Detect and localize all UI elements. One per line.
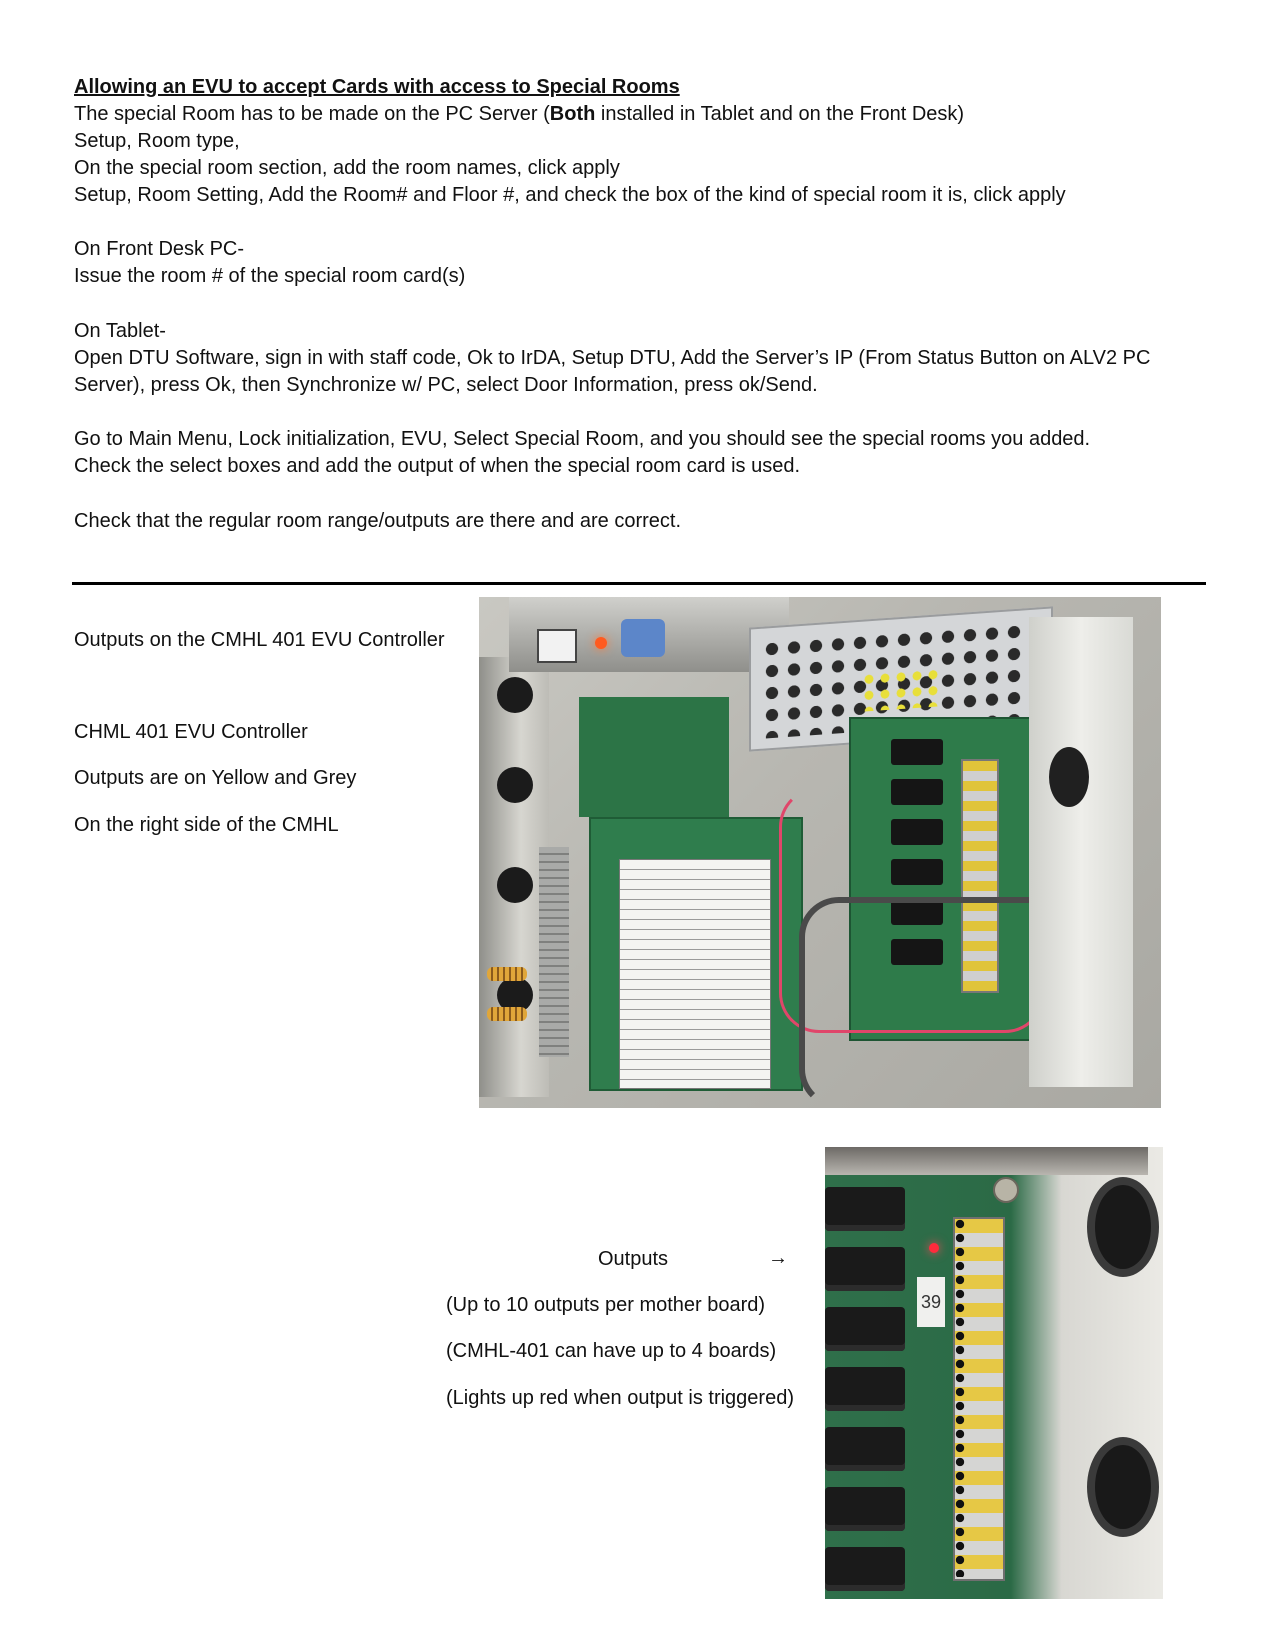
enclosure-door — [1029, 617, 1133, 1087]
relay — [825, 1427, 905, 1471]
paragraph-main-menu: Go to Main Menu, Lock initialization, EVU, Select Special Room, and you should see the special rooms you added. — [74, 428, 1091, 450]
paragraph-special-room-section: On the special room section, add the room names, click apply — [74, 157, 620, 179]
capacitors — [861, 666, 941, 712]
outputs-note-red-light: (Lights up red when output is triggered) — [446, 1387, 794, 1409]
relay — [825, 1367, 905, 1411]
outputs-note-board-count: (CMHL-401 can have up to 4 boards) — [446, 1340, 777, 1362]
paragraph-dtu-setup: Open DTU Software, sign in with staff code, Ok to IrDA, Setup DTU, Add the Server’s IP (From Status Button on ALV2 PC — [74, 347, 1151, 369]
gray-terminal-block — [539, 847, 569, 1057]
paragraph-select-boxes: Check the select boxes and add the output of when the special room card is used. — [74, 455, 800, 477]
grommet-hole — [497, 867, 533, 903]
paragraph-pc-server-part2: installed in Tablet and on the Front Desk) — [595, 103, 965, 125]
power-switch — [537, 629, 577, 663]
relay — [825, 1187, 905, 1231]
paragraph-tablet-heading: On Tablet- — [74, 320, 166, 342]
enclosure-hole — [1087, 1177, 1159, 1277]
serial-connector — [621, 619, 665, 657]
paragraph-issue-card: Issue the room # of the special room card(s) — [74, 265, 466, 287]
paragraph-pc-server — [74, 100, 964, 128]
top-frame — [825, 1147, 1148, 1175]
grommet-hole — [497, 677, 533, 713]
wire-coil — [487, 1007, 527, 1021]
controller-photo — [479, 597, 1161, 1108]
paragraph-room-setting: Setup, Room Setting, Add the Room# and Floor #, and check the box of the kind of special room it is, click apply — [74, 184, 1066, 206]
outputs-color-note: Outputs are on Yellow and Grey — [74, 767, 357, 789]
paragraph-room-type: Setup, Room type, — [74, 130, 240, 152]
relay — [825, 1247, 905, 1291]
output-led — [929, 1243, 939, 1253]
enclosure-hole — [1087, 1437, 1159, 1537]
board-number-tag: 39 — [917, 1277, 945, 1327]
wire-coil — [487, 967, 527, 981]
switch-panel — [509, 597, 789, 672]
paragraph-check-range: Check that the regular room range/outputs are there and are correct. — [74, 510, 682, 532]
horizontal-divider — [72, 582, 1206, 585]
relay — [825, 1307, 905, 1351]
relay — [825, 1547, 905, 1591]
relay — [825, 1487, 905, 1531]
outputs-closeup-photo — [825, 1147, 1163, 1599]
arrow-right-icon: → — [768, 1247, 788, 1269]
paragraph-dtu-sync: Server), press Ok, then Synchronize w/ PC, select Door Information, press ok/Send. — [74, 374, 818, 396]
outputs-label: Outputs — [598, 1248, 669, 1270]
wiring-label-sheet — [619, 859, 771, 1089]
section-heading-outputs: Outputs on the CMHL 401 EVU Controller — [74, 629, 445, 651]
mounting-screw — [993, 1177, 1019, 1203]
outputs-note-per-board: (Up to 10 outputs per mother board) — [446, 1294, 766, 1316]
upper-circuit-board — [579, 697, 729, 817]
paragraph-front-desk-heading: On Front Desk PC- — [74, 238, 245, 260]
paragraph-pc-server-bold: Both — [549, 103, 596, 125]
terminal-screws — [953, 1217, 967, 1577]
controller-name: CHML 401 EVU Controller — [74, 721, 308, 743]
document-title: Allowing an EVU to accept Cards with access to Special Rooms — [74, 76, 680, 98]
status-led — [595, 637, 607, 649]
paragraph-pc-server-part1: The special Room has to be made on the PC Server ( — [74, 103, 550, 125]
door-grommet — [1049, 747, 1089, 807]
relay — [891, 739, 943, 765]
outputs-side-note: On the right side of the CMHL — [74, 814, 339, 836]
grommet-hole — [497, 767, 533, 803]
